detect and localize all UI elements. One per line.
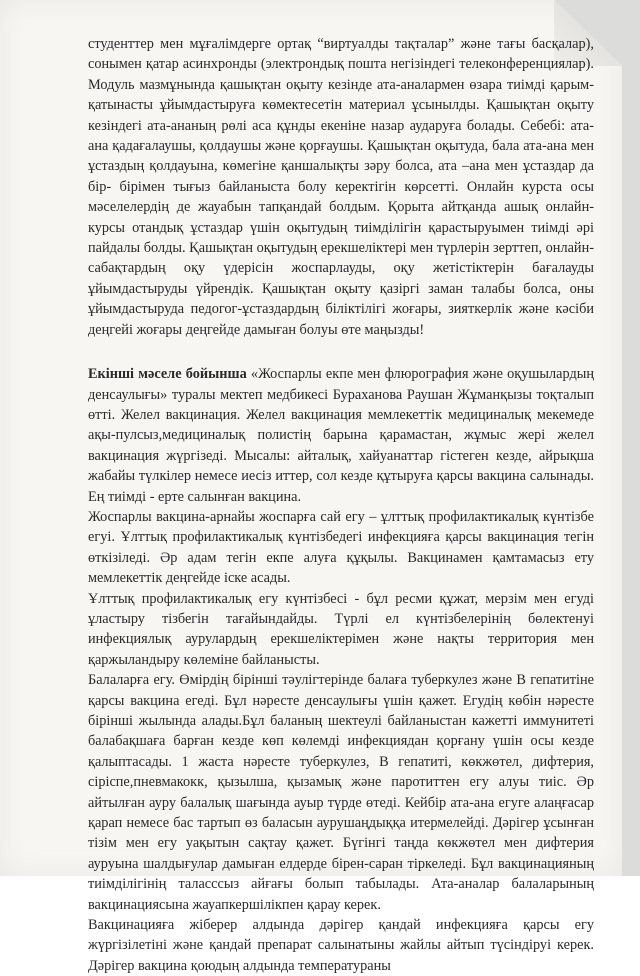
paragraph-doctor-instructions: Вакцинацияға жіберер алдында дәрігер қандай инфекцияға қарсы егу жүргізілетіні және қандай препарат салынатыны жайлы айтып түсіндіруі керек. Дәрігер вакцина қоюдың алдында температураны — [88, 917, 594, 974]
document-body — [88, 34, 594, 976]
paragraph-vaccination-text: «Жоспарлы екпе мен флюрография және оқушылардың денсаулығы» туралы мектеп медбикесі Бураханова Раушан Жұманқызы тоқталып өтті. Желел вакцинация. Желел вакцинация мемлекеттік медициналық мекемеде ақы-пулсыз,медициналық полистің барына қарамастан, жұмыс жері желел вакцинация жүргізеді. Мысалы: айталық, хайуанаттар гістеген кезде, айрықша жабайы түлкілер немесе иесіз иттер, сол кезде құтыруға қарсы вакцина салынады. Ең тиімді - ерте салынған вакцина. — [88, 366, 594, 505]
paragraph-spacer — [88, 340, 594, 364]
paragraph-planned-vaccine: Жоспарлы вакцина-арнайы жоспарға сай егу – ұлттық профилактикалық күнтізбе егуі. Ұлттық профилактикалық күнтізбедегі инфекцияға қарсы вакцинация тегін өткізіледі. Әр адам тегін екпе алуға құқылы. Вакцинамен қамтамасыз ету мемлекеттік деңгейде іске асады. — [88, 508, 594, 587]
paragraph-online-course: студенттер мен мұғалімдерге ортақ “виртуалды тақталар” және тағы басқалар), сонымен қатар асинхронды (электрондық пошта негізіндегі телеконференциялар). Модуль мазмұнында қашықтан оқыту кезінде ата-аналармен өзара тиімді қарым-қатынасты ұйымдастыруға көмектесетін материал ұсынылды. Қашықтан оқыту кезіндегі ата-ананың рөлі аса құнды екеніне назар аударуға болады. Себебі: ата-ана қадағалаушы, қолдаушы және қорғаушы. Қашықтан оқытуда, бала ата-ана мен ұстаздың қолдауына, көмегіне қаншалықты зәру болса, ата –ана мен ұстаздар да бір- бірімен тығыз байланыста болу керектігін көрсетті. Онлайн курста осы мәселелердің де жауабын тапқандай болдым. Қорыта айтқанда ашық онлайн-курсы отандық ұстаздар үшін оқытудың тиімділігін қарастыруымен тиімді әрі пайдалы болды. Қашықтан оқытудың ерекшеліктері мен түрлерін зерттеп, онлайн-сабақтардың оқу үдерісін жоспарлауды, оқу жетістіктерін бағалауды ұйымдастыруды үйрендік. Қашықтан оқыту қазіргі заман талабы болса, оны ұйымдастыруда педогог-ұстаздардың біліктілігі жоғары, зияткерлік және кәсіби деңгейі жоғары деңгейде дамыған болуы өте маңызды! — [88, 36, 594, 338]
paragraph-children-vaccination: Балаларға егу. Өмірдің бірінші тәулігтерінде балаға туберкулез және В гепатитіне қарсы вакцина егеді. Бұл нәресте денсаулығы үшін қажет. Егудің көбін нәресте бірінші жылында алады.Бұл баланың шектеулі байланыстан кажетті иммунитеті балабақшаға барған кезде көп көлемді инфекциядан қорғану үшін осы кезде қалыптасады. 1 жаста нәресте туберкулез, В гепатиті, көкжөтел, дифтерия, сіріспе,пневмакокк, қызылша, қызамық және паротиттен егу алуы тиіс. Әр айтылған ауру балалық шағында ауыр түрде өтеді. Кейбір ата-ана егуге алаңғасар қарап немесе бас тартып өз баласын аурушаңдыққа итермелейді. Дәрігер ұсынған тізім мен егу уақытын сақтау қажет. Бүгінгі таңда көкжөтел мен дифтерия ауруына шалдығулар дамыған елдерде бірен-саран тіркеледі. Бұл вакцинацияның тиімділігінің таласссыз айғағы болып табылады. Ата-аналар балаларының вакцинациясына жауапкершілікпен қарау керек. — [88, 672, 594, 913]
paragraph-vaccination-topic — [88, 364, 594, 507]
section-lead: Екінші мәселе бойынша — [88, 366, 247, 383]
paragraph-national-calendar: Ұлттық профилактикалық егу күнтізбесі - бұл ресми құжат, мерзім мен егуді ұластыру тізбегін тағайындайды. Түрлі ел күнтізбелерінің бөлектенуі инфекциялық аурулардың ерекшеліктерімен және нақты территория мен қаржыландыру көлеміне байланысты. — [88, 590, 594, 668]
